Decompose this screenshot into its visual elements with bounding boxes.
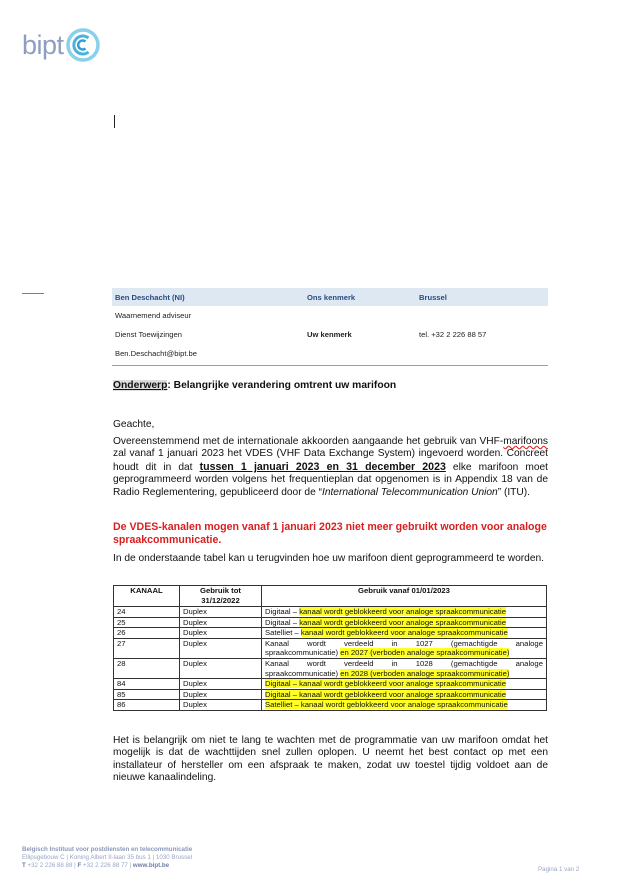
usage-line: Kanaal wordt verdeeld in 1027 (gemachtigde analoge [265,638,543,648]
channel-table [113,585,547,711]
usage-until: Duplex [180,658,262,678]
sender-role: Waarnemend adviseur [115,311,192,320]
intro-paragraph [113,436,548,499]
ons-kenmerk-label: Ons kenmerk [307,292,356,302]
channel-number: 85 [114,689,180,700]
usage-until: Duplex [180,638,262,658]
channel-number: 25 [114,617,180,628]
table-header-row [114,586,547,607]
table-row [114,679,547,690]
usage-line: Kanaal wordt verdeeld in 1028 (gemachtigde analoge [265,658,543,668]
greeting: Geachte, [113,419,155,430]
sender-divider [112,365,548,366]
usage-until: Duplex [180,689,262,700]
usage-from [262,607,547,618]
fax-label: F [77,862,82,870]
usage-type: Digitaal – [265,617,300,627]
table-row [114,638,547,658]
usage-from [262,638,547,658]
table-row [114,617,547,628]
uw-kenmerk-label: Uw kenmerk [307,330,352,339]
sender-row [112,344,548,363]
sender-row [112,325,548,344]
footer-org: Belgisch Instituut voor postdiensten en telecommunicatie [22,846,193,853]
highlighted-text: en 2027 (verboden analoge spraakcommunicatie) [340,648,510,658]
sender-header-row [112,288,548,306]
footer-contact [22,862,192,870]
sender-row [112,306,548,325]
sender-email: Ben.Deschacht@bipt.be [115,349,198,358]
highlighted-text: kanaal wordt geblokkeerd voor analoge spraakcommunicatie [300,628,508,638]
subject-text: : Belangrijke verandering omtrent uw marifoon [167,380,397,391]
intro-text: elke marifoon moet geprogrammeerd worden volgens het frequentieplan dat opgenomen is in Appendix 18 van de Radio Reglementering, gepubliceerd door de “ [113,461,548,498]
footer-address: Ellipsgebouw C | Koning Albert II-laan 35 bus 1 | 1030 Brussel [22,854,193,862]
footer-phone: +32 2 226 88 88 | [25,862,78,870]
usage-until: Duplex [180,617,262,628]
sender-city: Brussel [419,292,447,302]
spellcheck-word: marifoons [503,436,548,447]
usage-line [265,648,543,658]
highlighted-text: Digitaal – kanaal wordt geblokkeerd voor analoge spraakcommunicatie [265,689,507,699]
usage-from [262,700,547,711]
table-row [114,689,547,700]
highlighted-text: Digitaal – kanaal wordt geblokkeerd voor analoge spraakcommunicatie [265,679,507,689]
table-intro-paragraph: In de onderstaande tabel kan u terugvinden hoe uw marifoon dient geprogrammeerd te worden. [113,553,544,564]
subject-label: Onderwerp [113,380,168,391]
logo-signal-icon [66,28,100,62]
channel-number: 26 [114,628,180,639]
fold-mark [22,293,44,294]
warning-paragraph: De VDES-kanalen mogen vanaf 1 januari 2023 niet meer gebruikt worden voor analoge spraakcommunicatie. [113,521,547,546]
usage-until: Duplex [180,700,262,711]
page-number: Pagina 1 van 2 [538,866,580,873]
usage-type: spraakcommunicatie) [265,668,341,678]
channel-number: 24 [114,607,180,618]
subject-line [113,380,396,391]
usage-from [262,658,547,678]
intro-text: ” (ITU). [497,486,530,498]
highlighted-text: Satelliet – kanaal wordt geblokkeerd voor analoge spraakcommunicatie [265,700,508,710]
highlighted-text: en 2028 (verboden analoge spraakcommunicatie) [340,668,510,678]
table-row [114,700,547,711]
usage-until: Duplex [180,607,262,618]
channel-number: 84 [114,679,180,690]
highlighted-text: kanaal wordt geblokkeerd voor analoge spraakcommunicatie [299,607,507,616]
sender-phone: tel. +32 2 226 88 57 [419,330,487,339]
sender-name: Ben Deschacht (NI) [115,292,185,302]
footer-fax: +32 2 226 88 77 | [81,862,133,870]
usage-from [262,617,547,628]
usage-type: spraakcommunicatie) [265,648,341,658]
header-from: Gebruik vanaf 01/01/2023 [262,586,547,607]
highlighted-text: kanaal wordt geblokkeerd voor analoge spraakcommunicatie [299,617,507,627]
channel-number: 27 [114,638,180,658]
closing-paragraph: Het is belangrijk om niet te lang te wachten met de programmatie van uw marifoon omdat het mogelijk is dat de wachttijden snel zullen oplopen. U neemt het best contact op met een installateur of hersteller om een afspraak te maken, zodat uw toestel tijdig voldoet aan de nieuwe kanaalindeling. [113,735,548,784]
footer-website: www.bipt.be [132,862,170,870]
header-channel: KANAAL [114,586,180,607]
itu-name: International Telecommunication Union [321,486,498,498]
footer [22,846,192,871]
table-row [114,607,547,618]
channel-number: 86 [114,700,180,711]
usage-until: Duplex [180,679,262,690]
usage-from [262,628,547,639]
usage-until: Duplex [180,628,262,639]
channel-number: 28 [114,658,180,678]
usage-type: Satelliet – [265,628,301,638]
intro-text: Overeenstemmend met de internationale akkoorden aangaande het gebruik van VHF- [113,436,504,447]
period-emphasis: tussen 1 januari 2023 en 31 december 2023 [199,460,446,473]
logo-text: bipt [22,29,64,60]
sender-block [112,288,548,366]
bipt-logo [22,28,100,62]
usage-type: Digitaal – [265,607,300,616]
usage-from [262,689,547,700]
usage-from [262,679,547,690]
table-row [114,628,547,639]
phone-label: T [22,862,26,870]
text-cursor [114,115,115,128]
table-row [114,658,547,678]
sender-department: Dienst Toewijzingen [115,330,182,339]
header-until: Gebruik tot 31/12/2022 [180,586,262,607]
usage-line [265,669,543,679]
intro-text: zal vanaf 1 januari 2023 het VDES (VHF Data Exchange System) ingevoerd worden. Concreet houdt dit in dat [113,448,548,473]
